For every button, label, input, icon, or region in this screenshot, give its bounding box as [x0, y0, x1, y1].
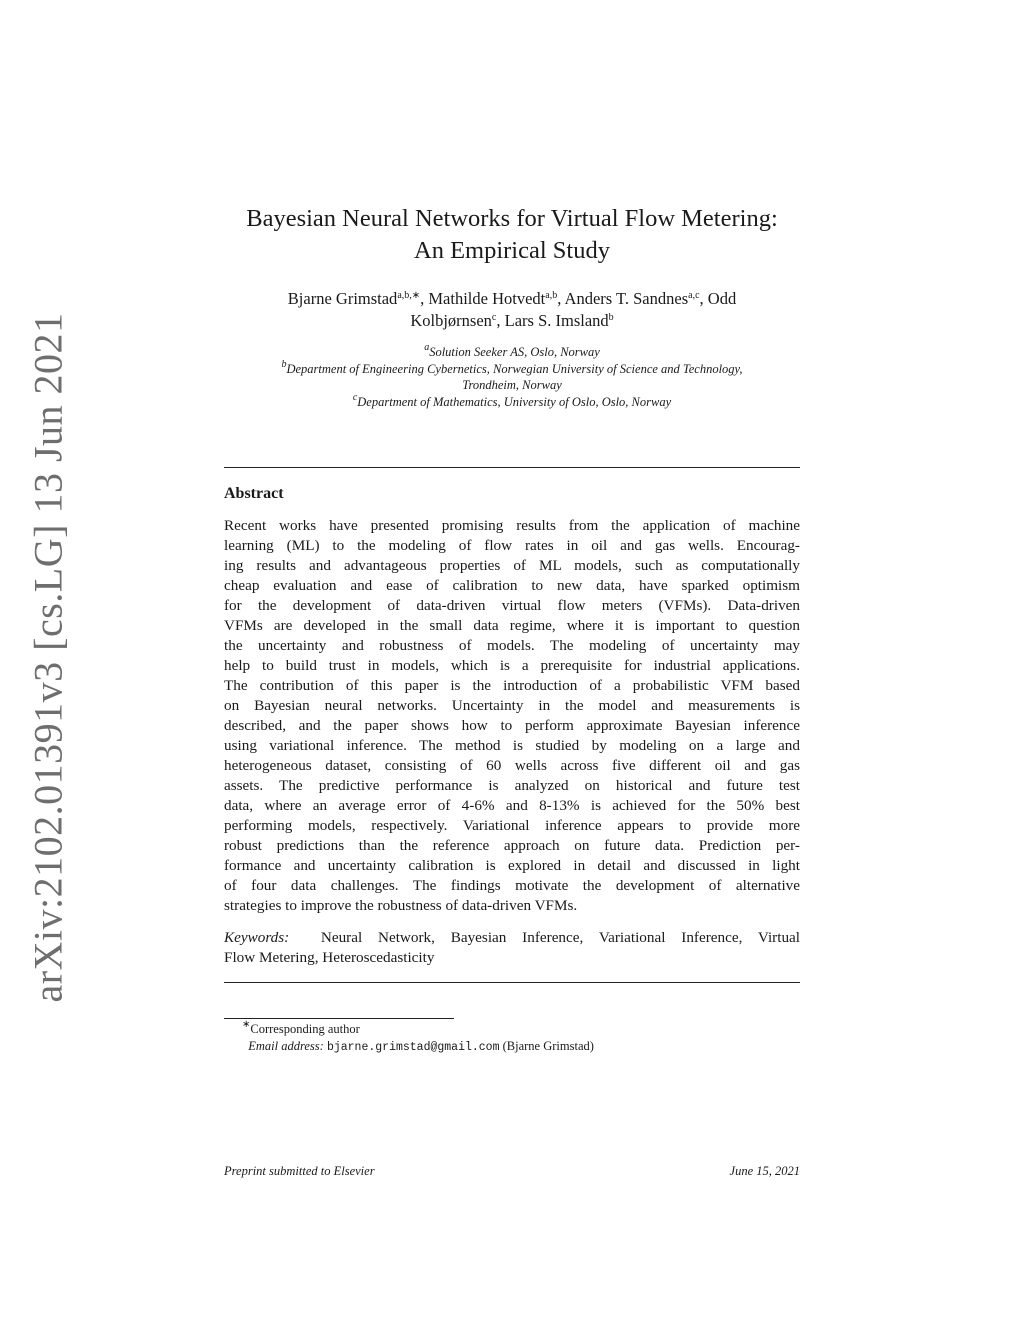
title-line-1: Bayesian Neural Networks for Virtual Flow Metering: [246, 205, 778, 232]
author-separator: , [496, 311, 505, 330]
abstract-line: heterogeneous dataset, consisting of 60 wells across five different oil and gas [224, 757, 800, 774]
affil-mark: c [352, 391, 358, 403]
abstract-line: data, where an average error of 4-6% and 8-13% is achieved for the 50% best [224, 797, 800, 814]
corresponding-author-note [242, 1021, 594, 1038]
abstract-top-rule [224, 467, 800, 468]
footnote [242, 1021, 594, 1056]
abstract-line: of four data challenges. The findings motivate the development of alternative [224, 877, 800, 894]
abstract-heading: Abstract [224, 485, 284, 502]
author-name: Bjarne Grimstad [287, 289, 398, 308]
keywords [224, 928, 800, 968]
email-line [242, 1038, 594, 1056]
author-affil-mark: c [491, 312, 497, 323]
abstract-line: VFMs are developed in the small data regime, where it is important to question [224, 617, 800, 634]
abstract-line: Recent works have presented promising results from the application of machine [224, 517, 800, 534]
abstract-line: the uncertainty and robustness of models. The modeling of uncertainty may [224, 637, 800, 654]
keywords-label: Keywords: [224, 929, 290, 946]
abstract-line: cheap evaluation and ease of calibration to new data, have sparked optimism [224, 577, 800, 594]
author-affil-mark: b [608, 312, 614, 323]
affiliation-c [200, 391, 824, 411]
author-name: Kolbjørnsen [410, 311, 492, 330]
paper-title [200, 203, 824, 267]
abstract-line: performing models, respectively. Variational inference appears to provide more [224, 817, 800, 834]
keywords-line-2: Flow Metering, Heteroscedasticity [224, 949, 435, 966]
arxiv-identifier: arXiv:2102.01391v3 [cs.LG] 13 Jun 2021 [25, 311, 71, 1003]
affil-text: Solution Seeker AS, Oslo, Norway [429, 345, 600, 359]
arxiv-side-stamp [18, 311, 78, 1003]
abstract-line: strategies to improve the robustness of data-driven VFMs. [224, 897, 578, 914]
abstract-line: The contribution of this paper is the introduction of a probabilistic VFM based [224, 677, 800, 694]
author-affil-mark: a,b [545, 290, 558, 301]
abstract-line: help to build trust in models, which is a prerequisite for industrial applications. [224, 657, 800, 674]
abstract-line: formance and uncertainty calibration is explored in detail and discussed in light [224, 857, 800, 874]
abstract-line: assets. The predictive performance is analyzed on historical and future test [224, 777, 800, 794]
footnote-mark: ∗ [242, 1019, 251, 1030]
keywords-text: Neural Network, Bayesian Inference, Variational Inference, Virtual [320, 929, 801, 946]
keywords-line-1 [224, 928, 800, 948]
email-owner: (Bjarne Grimstad) [502, 1039, 594, 1053]
abstract-line: using variational inference. The method is studied by modeling on a large and [224, 737, 800, 754]
affil-mark: a [424, 342, 430, 353]
preprint-date: June 15, 2021 [729, 1164, 800, 1178]
affiliation-a [200, 344, 824, 361]
author-affil-mark: a,b,∗ [397, 290, 421, 301]
affiliation-b-cont: Trondheim, Norway [462, 378, 562, 392]
author-name: Lars S. Imsland [504, 311, 609, 330]
abstract-text [224, 516, 800, 916]
email-label: Email address: [248, 1039, 324, 1053]
abstract-line: robust predictions than the reference approach on future data. Prediction per- [224, 837, 800, 854]
abstract-line: ing results and advantageous properties of ML models, such as computationally [224, 557, 800, 574]
author-name: Mathilde Hotvedt [428, 289, 546, 308]
author-affil-mark: a,c [688, 290, 700, 301]
corresponding-text: Corresponding author [250, 1022, 360, 1036]
author-separator: , [557, 289, 565, 308]
author-line-2 [210, 310, 814, 332]
abstract-line: described, and the paper shows how to perform approximate Bayesian inference [224, 717, 800, 734]
author-separator: , [420, 289, 429, 308]
affil-text: Department of Mathematics, University of Oslo, Oslo, Norway [357, 394, 672, 409]
author-name: Anders T. Sandnes [564, 289, 689, 308]
preprint-notice: Preprint submitted to Elsevier [224, 1164, 375, 1178]
author-list [210, 288, 814, 332]
author-separator: , Odd [699, 289, 737, 308]
abstract-line: for the development of data-driven virtual flow meters (VFMs). Data-driven [224, 597, 800, 614]
affil-text: Department of Engineering Cybernetics, Norwegian University of Science and Technology, [286, 361, 743, 376]
affiliations [200, 344, 824, 410]
title-line-2: An Empirical Study [414, 237, 610, 264]
abstract-line: learning (ML) to the modeling of flow rates in oil and gas wells. Encourag- [224, 537, 800, 554]
abstract-line: on Bayesian neural networks. Uncertainty in the model and measurements is [224, 697, 800, 714]
author-line-1 [210, 288, 814, 310]
footnote-rule [224, 1018, 454, 1019]
affiliation-b [200, 358, 824, 378]
email-link[interactable]: bjarne.grimstad@gmail.com [326, 1041, 500, 1054]
affil-mark: b [281, 358, 287, 370]
abstract-bottom-rule [224, 982, 800, 983]
